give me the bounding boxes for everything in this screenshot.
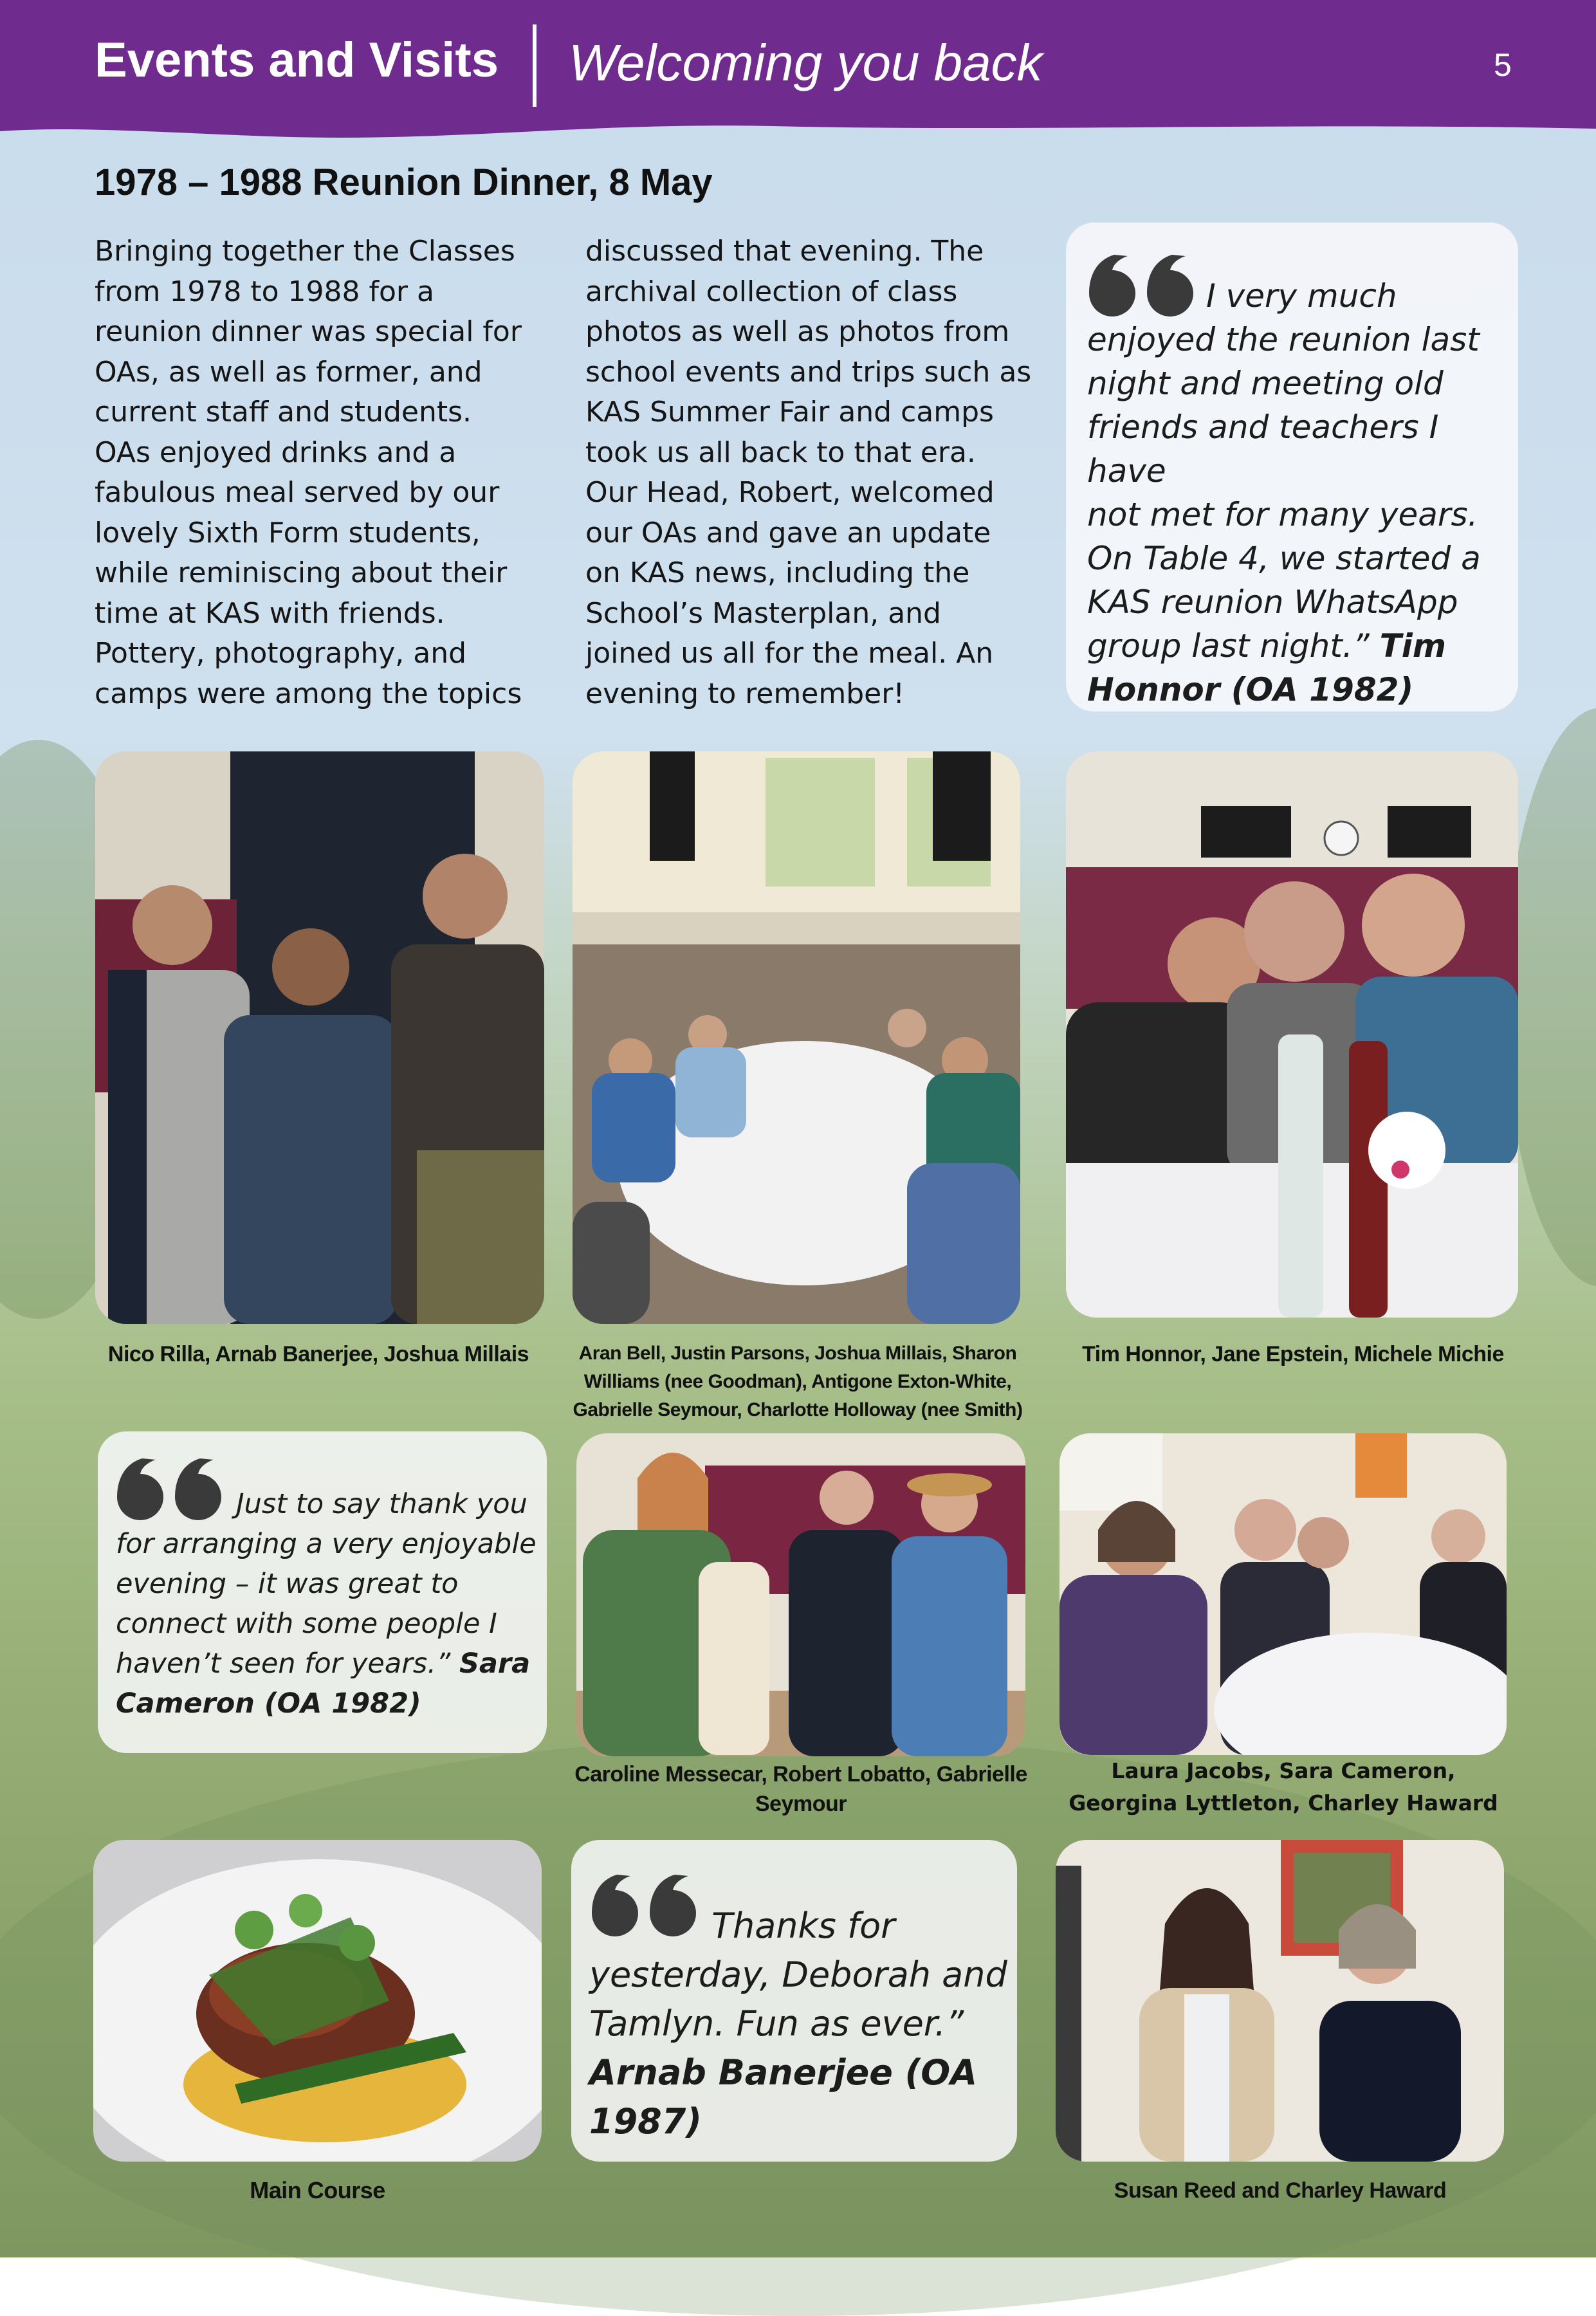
- caption-line: Seymour: [755, 1792, 847, 1816]
- body-line: on KAS news, including the: [585, 556, 970, 589]
- page-number: 5: [1494, 47, 1512, 83]
- body-line: time at KAS with friends.: [95, 596, 445, 630]
- photo-image: [95, 751, 544, 1324]
- caption-line: Gabrielle Seymour, Charlotte Holloway (nee Smith): [573, 1399, 1023, 1420]
- photo-caroline-robert-gabrielle: [576, 1433, 1025, 1756]
- quote-attribution: Arnab Banerjee (OA: [589, 2052, 977, 2093]
- body-line: school events and trips such as: [585, 355, 1032, 389]
- body-line: lovely Sixth Form students,: [95, 516, 481, 549]
- quote-attribution: Tim: [1379, 627, 1446, 665]
- quote-line: On Table 4, we started a: [1087, 540, 1481, 577]
- caption-line: Aran Bell, Justin Parsons, Joshua Millais, Sharon: [578, 1343, 1017, 1364]
- photo-caption: [566, 1339, 1029, 1424]
- quote-box-sara-cameron: [98, 1431, 547, 1753]
- body-line: took us all back to that era.: [585, 436, 976, 469]
- quote-line: friends and teachers I have: [1087, 409, 1439, 490]
- quote-attribution: Cameron (OA 1982): [116, 1687, 421, 1720]
- body-line: photos as well as photos from: [585, 315, 1010, 348]
- body-line: evening to remember!: [585, 677, 904, 710]
- quote-line: enjoyed the reunion last: [1087, 321, 1480, 358]
- body-line: OAs, as well as former, and: [95, 355, 482, 389]
- photo-image: [573, 751, 1020, 1324]
- quote-line: Thanks for: [711, 1906, 895, 1946]
- body-line: discussed that evening. The: [585, 235, 984, 268]
- quote-text: [116, 1484, 547, 1723]
- quote-line: haven’t seen for years.”: [116, 1648, 451, 1680]
- body-line: KAS Summer Fair and camps: [585, 396, 994, 428]
- body-line: reunion dinner was special for: [95, 315, 522, 348]
- quote-line: KAS reunion WhatsApp: [1087, 584, 1458, 621]
- quote-line: for arranging a very enjoyable: [116, 1528, 537, 1560]
- quote-line: night and meeting old: [1087, 365, 1444, 402]
- quote-attribution: 1987): [589, 2101, 702, 2142]
- photo-image: [576, 1433, 1025, 1756]
- photo-nico-arnab-joshua: [95, 751, 544, 1324]
- quote-attribution: Honnor (OA 1982): [1087, 671, 1414, 708]
- photo-image: [93, 1840, 542, 2162]
- quote-text: [589, 1902, 1017, 2146]
- caption-line: Williams (nee Goodman), Antigone Exton-White,: [583, 1371, 1012, 1392]
- header-divider: [533, 24, 537, 107]
- body-line: Our Head, Robert, welcomed: [585, 476, 995, 509]
- quote-line: Just to say thank you: [236, 1488, 527, 1520]
- body-line: Bringing together the Classes: [95, 235, 515, 268]
- photo-laura-sara-georgina-charley: [1059, 1433, 1507, 1755]
- caption-line: Caroline Messecar, Robert Lobatto, Gabrielle: [574, 1762, 1027, 1787]
- quote-line: group last night.”: [1087, 627, 1370, 665]
- caption-line: Georgina Lyttleton, Charley Haward: [1069, 1790, 1498, 1815]
- quote-text: [1087, 274, 1512, 712]
- section-title: Events and Visits: [95, 33, 499, 87]
- body-line: camps were among the topics: [95, 677, 522, 710]
- quote-line: evening – it was great to: [116, 1568, 459, 1600]
- quote-line: connect with some people I: [116, 1608, 497, 1640]
- quote-attribution: Sara: [459, 1648, 531, 1680]
- quote-line: Tamlyn. Fun as ever.”: [589, 2003, 964, 2044]
- body-line: from 1978 to 1988 for a: [95, 275, 434, 308]
- photo-caption: Nico Rilla, Arnab Banerjee, Joshua Millais: [107, 1342, 529, 1366]
- quote-line: not met for many years.: [1087, 496, 1478, 533]
- article-column-1: [95, 232, 558, 714]
- header-band: [0, 0, 1596, 142]
- photo-caption: Main Course: [250, 2177, 385, 2203]
- article-headline: 1978 – 1988 Reunion Dinner, 8 May: [95, 161, 713, 203]
- body-line: School’s Masterplan, and: [585, 596, 941, 630]
- body-line: while reminiscing about their: [95, 556, 508, 589]
- photo-image: [1056, 1840, 1504, 2162]
- article-column-2: [585, 232, 1049, 714]
- photo-caption: Tim Honnor, Jane Epstein, Michele Michie: [1082, 1342, 1504, 1366]
- body-line: archival collection of class: [585, 275, 958, 308]
- photo-tim-jane-michele: [1066, 751, 1518, 1318]
- photo-image: [1066, 751, 1518, 1318]
- body-line: joined us all for the meal. An: [585, 637, 994, 670]
- photo-main-course: [93, 1840, 542, 2162]
- photo-susan-charley: [1056, 1840, 1504, 2162]
- body-line: OAs enjoyed drinks and a: [95, 436, 457, 469]
- photo-caption: [566, 1760, 1036, 1819]
- quote-line: yesterday, Deborah and: [589, 1954, 1007, 1995]
- quote-line: I very much: [1206, 277, 1397, 315]
- body-line: our OAs and gave an update: [585, 516, 991, 549]
- body-line: Pottery, photography, and: [95, 637, 467, 670]
- quote-box-tim-honnor: [1066, 223, 1518, 712]
- caption-line: Laura Jacobs, Sara Cameron,: [1111, 1758, 1456, 1783]
- photo-caption: Susan Reed and Charley Haward: [1114, 2178, 1447, 2203]
- photo-caption: [1049, 1755, 1518, 1819]
- section-subtitle: Welcoming you back: [569, 34, 1043, 91]
- quote-box-arnab-banerjee: [571, 1840, 1017, 2162]
- body-line: current staff and students.: [95, 396, 472, 428]
- body-line: fabulous meal served by our: [95, 476, 500, 509]
- photo-dining-hall-table: [573, 751, 1020, 1324]
- photo-image: [1059, 1433, 1507, 1755]
